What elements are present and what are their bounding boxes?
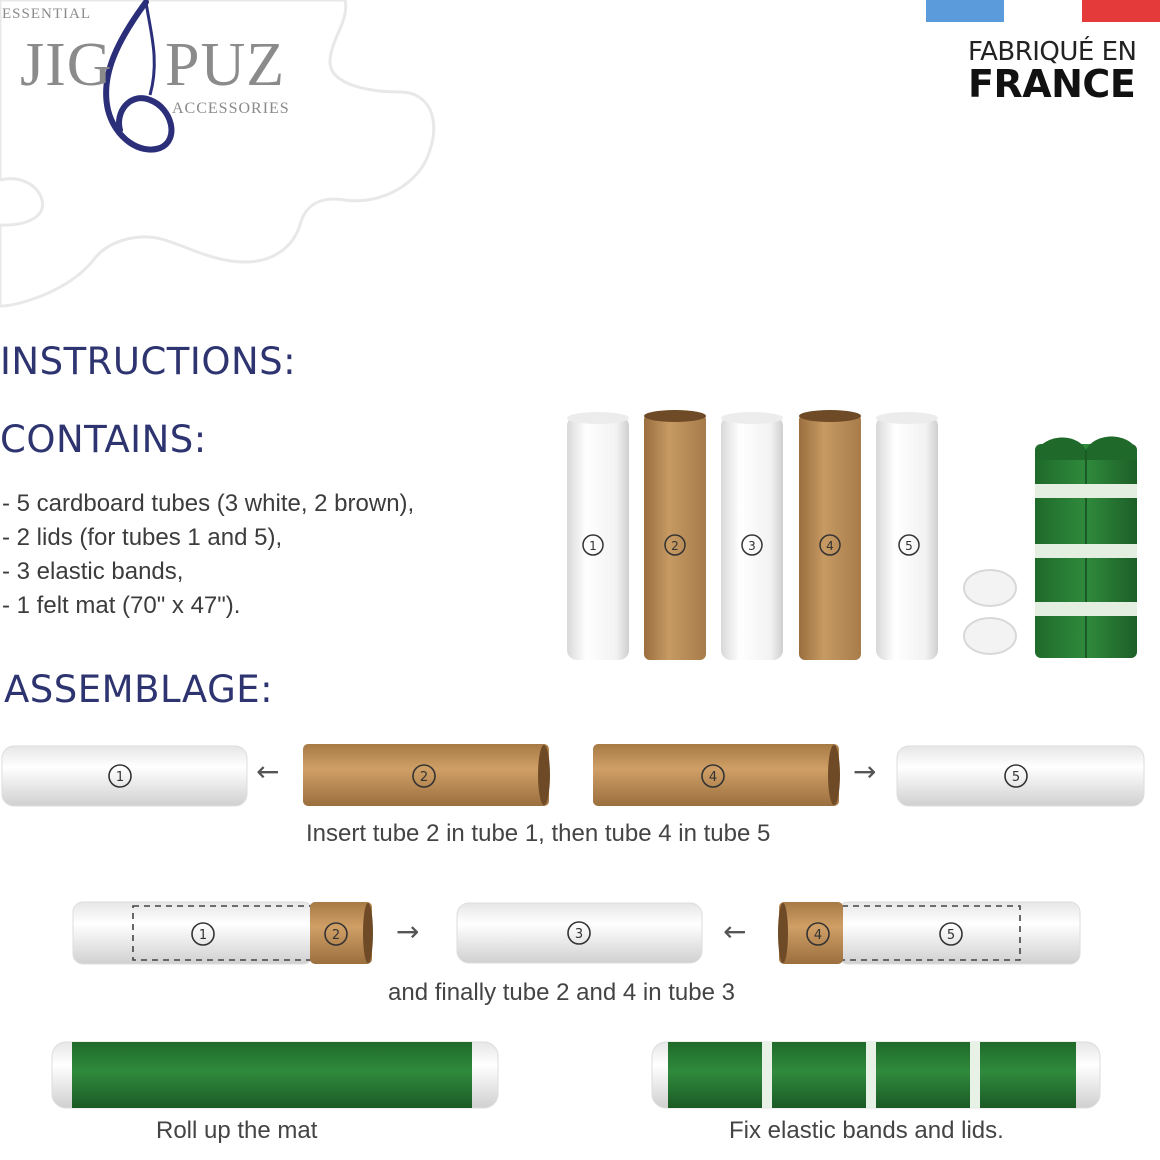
list-item: - 2 lids (for tubes 1 and 5), bbox=[2, 524, 283, 551]
origin-line-2: FRANCE bbox=[968, 62, 1136, 106]
mat-rolled-on-tube bbox=[52, 1042, 498, 1108]
mat-with-elastic-bands bbox=[652, 1042, 1100, 1108]
combined-tube-4-5 bbox=[778, 902, 1080, 964]
contains-heading: CONTAINS: bbox=[0, 418, 207, 461]
tube-label: 1 bbox=[198, 928, 208, 943]
tube-label: 3 bbox=[574, 927, 584, 942]
step-3-caption: Roll up the mat bbox=[156, 1117, 318, 1144]
arrow-right-icon: → bbox=[396, 915, 420, 948]
step-1-illustration bbox=[0, 740, 1160, 812]
assemblage-heading: ASSEMBLAGE: bbox=[4, 668, 274, 711]
product-contents-illustration bbox=[550, 400, 1150, 670]
arrow-right-icon: → bbox=[853, 755, 877, 788]
tube-label: 5 bbox=[905, 539, 913, 553]
vertical-tube-3 bbox=[721, 412, 783, 660]
tube-label: 1 bbox=[589, 539, 597, 553]
arrow-left-icon: ← bbox=[723, 915, 747, 948]
step-1-caption: Insert tube 2 in tube 1, then tube 4 in tube 5 bbox=[306, 820, 771, 847]
horizontal-tube-1 bbox=[2, 746, 247, 806]
list-item: - 3 elastic bands, bbox=[2, 558, 184, 585]
arrow-left-icon: ← bbox=[256, 755, 280, 788]
step-2-caption: and finally tube 2 and 4 in tube 3 bbox=[388, 979, 735, 1006]
brand-top-text: ESSENTIAL bbox=[2, 6, 91, 22]
tube-label: 1 bbox=[115, 770, 125, 785]
flag-blue-stripe bbox=[926, 0, 1004, 22]
step-4-caption: Fix elastic bands and lids. bbox=[729, 1117, 1004, 1144]
tube-label: 2 bbox=[331, 928, 341, 943]
tube-label: 3 bbox=[748, 539, 756, 553]
list-item: - 5 cardboard tubes (3 white, 2 brown), bbox=[2, 490, 415, 517]
flag-red-stripe bbox=[1082, 0, 1160, 22]
combined-tube-1-2 bbox=[73, 902, 373, 964]
tube-label: 4 bbox=[708, 770, 718, 785]
list-item: - 1 felt mat (70" x 47"). bbox=[2, 592, 241, 619]
horizontal-tube-4 bbox=[593, 744, 840, 806]
brand-right-text: PUZ bbox=[165, 31, 286, 99]
rolled-felt-mat bbox=[1035, 437, 1137, 659]
horizontal-tube-5 bbox=[897, 746, 1144, 806]
step-2-illustration bbox=[0, 898, 1160, 968]
tube-label: 2 bbox=[671, 539, 679, 553]
tube-label: 4 bbox=[826, 539, 834, 553]
vertical-tube-5 bbox=[876, 412, 938, 660]
brand-left-text: JIG bbox=[20, 31, 113, 99]
tube-label: 5 bbox=[1011, 770, 1021, 785]
origin-line-1: FABRIQUÉ EN bbox=[968, 37, 1137, 67]
tube-label: 2 bbox=[419, 770, 429, 785]
tube-label: 5 bbox=[946, 928, 956, 943]
contains-list bbox=[2, 487, 414, 623]
brand-bottom-text: ACCESSORIES bbox=[172, 100, 290, 117]
tube-label: 4 bbox=[813, 928, 823, 943]
step-3-4-illustration bbox=[0, 1036, 1160, 1116]
horizontal-tube-3 bbox=[457, 903, 702, 963]
horizontal-tube-2 bbox=[303, 744, 550, 806]
lids bbox=[964, 570, 1016, 654]
instructions-heading: INSTRUCTIONS: bbox=[0, 340, 297, 383]
